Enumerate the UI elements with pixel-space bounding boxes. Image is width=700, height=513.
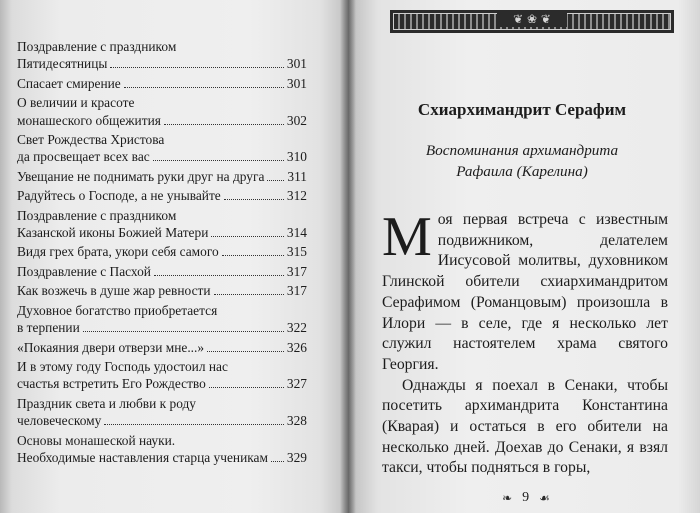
toc-dot-leader	[224, 199, 284, 200]
table-of-contents	[17, 38, 307, 466]
toc-entry-row	[17, 263, 307, 280]
toc-entry-title: Пятидесятницы	[17, 56, 108, 72]
toc-page-number: 311	[287, 168, 307, 184]
toc-entry	[17, 395, 307, 430]
toc-entry-line: Поздравление с праздником	[17, 207, 177, 223]
toc-entry-row	[17, 168, 307, 185]
toc-entry-title: Как возжечь в душе жар ревности	[17, 283, 211, 299]
toc-entry	[17, 358, 307, 393]
toc-page-number: 328	[286, 413, 307, 429]
subtitle-line: Воспоминания архимандрита	[425, 142, 619, 159]
toc-dot-leader	[209, 387, 284, 388]
toc-entry-title: Видя грех брата, укори себя самого	[17, 244, 219, 260]
toc-dot-leader	[104, 424, 284, 425]
ornament-icon: ❧	[502, 491, 513, 505]
toc-entry-title: да просвещает всех вас	[17, 149, 150, 165]
toc-entry-row	[17, 375, 307, 392]
toc-entry	[17, 168, 307, 185]
paragraph-text: оя первая встреча с известным подвижником, делателем Иисусовой молитвы, духовником Глинской обители схиархимандритом Серафимом (Романцовым) произошла в Илори — в селе, где я несколько лет служил настоятелем храма святого Георгия.	[382, 211, 668, 373]
subtitle-line: Рафаила (Карелина)	[456, 162, 588, 180]
toc-page-number: 315	[286, 244, 307, 260]
book-gutter	[340, 0, 356, 513]
drop-cap: М	[382, 206, 432, 268]
toc-entry-line: Свет Рождества Христова	[17, 132, 165, 148]
toc-entry	[17, 243, 307, 260]
toc-page-number: 310	[286, 149, 307, 165]
toc-page-number: 329	[286, 449, 307, 465]
toc-entry-row	[17, 75, 307, 92]
toc-entry-row	[17, 319, 307, 336]
toc-dot-leader	[83, 331, 284, 332]
toc-entry	[17, 131, 307, 166]
toc-entry	[17, 282, 307, 299]
toc-entry-line: Поздравление с праздником	[17, 39, 177, 54]
toc-dot-leader	[154, 275, 284, 276]
left-page	[0, 0, 348, 513]
toc-entry-row	[17, 282, 307, 299]
toc-entry-title: Увещание не поднимать руки друг на друга	[17, 168, 265, 184]
toc-entry-line: Основы монашеской науки.	[17, 432, 176, 448]
toc-entry-title: счастья встретить Его Рождество	[17, 376, 206, 392]
toc-page-number: 301	[286, 56, 307, 72]
toc-entry-line: Праздник света и любви к роду	[17, 395, 197, 411]
page-number: 9	[522, 490, 530, 505]
toc-page-number: 301	[286, 75, 307, 91]
toc-dot-leader	[214, 294, 284, 295]
toc-entry-row	[17, 55, 307, 72]
ornament-icon: ☙	[539, 491, 550, 505]
ornament-icon: ❦ ❀ ❦	[497, 12, 567, 27]
toc-dot-leader	[153, 160, 284, 161]
toc-dot-leader	[271, 461, 284, 462]
toc-entry-title: Необходимые наставления старца ученикам	[17, 449, 268, 465]
toc-entry-row	[17, 112, 307, 129]
page-folio	[486, 489, 566, 507]
toc-page-number: 302	[286, 112, 307, 128]
toc-entry-title: Спасает смирение	[17, 75, 121, 91]
toc-page-number: 317	[286, 263, 307, 279]
toc-entry-title: Радуйтесь о Господе, а не унывайте	[17, 188, 221, 204]
toc-entry	[17, 187, 307, 204]
toc-dot-leader	[211, 236, 284, 237]
toc-entry-title: монашеского общежития	[17, 112, 161, 128]
toc-entry	[17, 38, 307, 73]
header-ornament	[390, 10, 674, 33]
toc-page-number: 314	[286, 225, 307, 241]
toc-entry-row	[17, 243, 307, 260]
toc-entry-title: человеческому	[17, 413, 102, 429]
toc-dot-leader	[222, 255, 284, 256]
chapter-body	[382, 206, 668, 479]
toc-page-number: 327	[286, 376, 307, 392]
toc-dot-leader	[267, 180, 284, 181]
toc-entry	[17, 263, 307, 280]
toc-page-number: 326	[286, 339, 307, 355]
toc-page-number: 322	[286, 320, 307, 336]
toc-entry	[17, 207, 307, 242]
toc-page-number: 317	[286, 283, 307, 299]
toc-entry	[17, 75, 307, 92]
toc-dot-leader	[124, 87, 284, 88]
toc-entry-title: Казанской иконы Божией Матери	[17, 225, 209, 241]
toc-entry-title: в терпении	[17, 320, 80, 336]
toc-entry-row	[17, 449, 307, 466]
chapter-subtitle	[372, 141, 672, 182]
toc-entry-row	[17, 148, 307, 165]
toc-dot-leader	[207, 351, 284, 352]
toc-page-number: 312	[286, 188, 307, 204]
paragraph: Однажды я поехал в Сенаки, чтобы посетить архимандрита Константина (Кварая) и остаться в его обители на несколько дней. Доехав до Сенаки, я взял такси, чтобы подняться в горы,	[382, 376, 668, 477]
toc-entry	[17, 302, 307, 337]
paragraph	[382, 206, 668, 376]
toc-entry-line: Духовное богатство приобретается	[17, 302, 218, 318]
toc-entry	[17, 94, 307, 129]
toc-entry-line: О величии и красоте	[17, 95, 135, 111]
toc-dot-leader	[164, 124, 284, 125]
toc-entry-row	[17, 224, 307, 241]
toc-entry-row	[17, 187, 307, 204]
toc-entry-title: Поздравление с Пасхой	[17, 263, 151, 279]
toc-entry	[17, 432, 307, 467]
toc-entry-row	[17, 339, 307, 356]
toc-entry-title: «Покаяния двери отверзи мне...»	[17, 339, 205, 355]
toc-entry	[17, 339, 307, 356]
toc-entry-row	[17, 412, 307, 429]
toc-dot-leader	[110, 67, 284, 68]
toc-entry-line: И в этому году Господь удостоил нас	[17, 358, 228, 374]
chapter-title: Схиархимандрит Серафим	[417, 100, 627, 119]
